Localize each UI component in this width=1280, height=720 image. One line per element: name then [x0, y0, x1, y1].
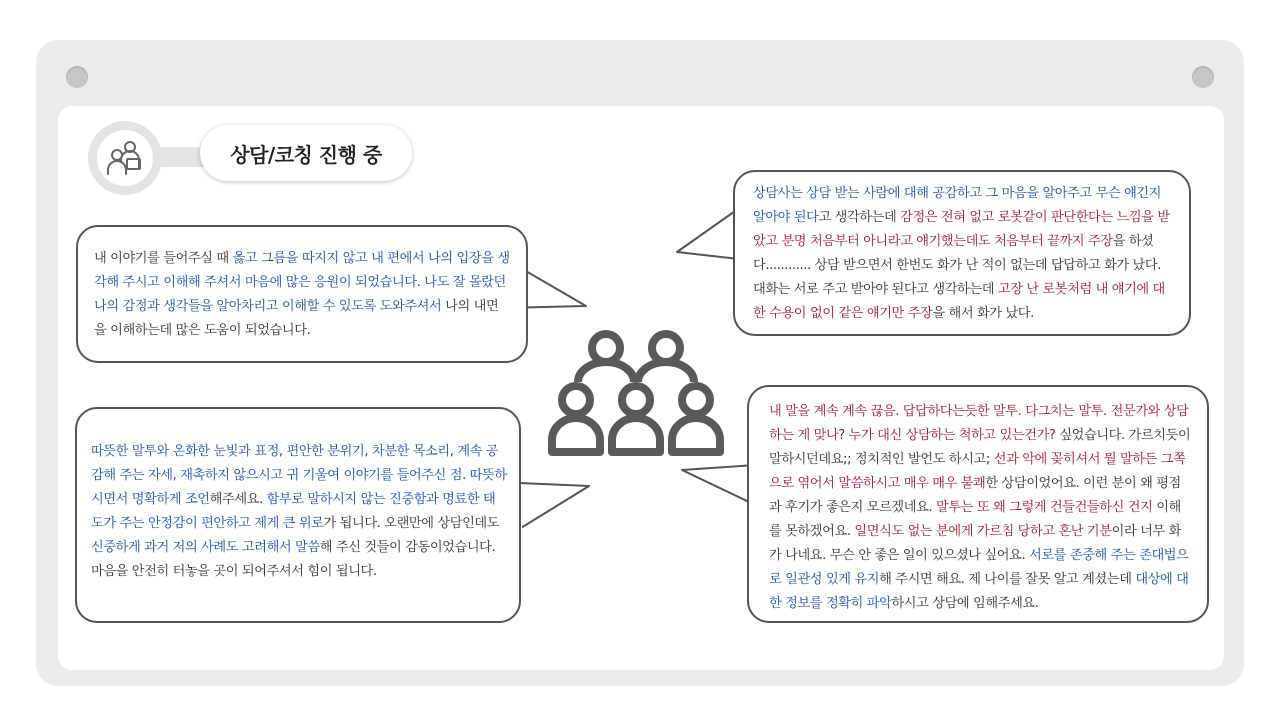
highlight-text-blue: 신중하게 과거 저의 사례도 고려해서 말씀 [91, 540, 320, 555]
frame-dot-right [1192, 66, 1214, 88]
highlight-text-blue: 옳고 그름을 따지지 않고 내 편에서 나의 입장을 생각해 주시고 이해해 주셔서 마음에 많은 응원이 되었습니다. 나도 잘 몰랐던 나의 감정과 생각들을 알아차리고 이해할 수 있도록 도와주셔서 [94, 251, 510, 314]
body-text: 싶었습니다. 가르치듯이 말하시던데요;; 정치적인 발언도 하시고; [769, 428, 1191, 467]
feedback-bubble-top-left [76, 225, 528, 363]
highlight-text-red: 내 말을 계속 계속 끊음. 답답하다는듯한 말투. 다그치는 말투. 전문가와 상담하는 게 맞나? 누가 대신 상담하는 척하고 있는건가? [769, 404, 1189, 443]
highlight-text-red: 말투는 또 왜 그렇게 건들건들하신 건지 [936, 500, 1153, 515]
body-text: 해주세요. [209, 492, 267, 507]
body-text: 해 주시면 해요. 제 나이를 잘못 알고 계셨는데 [879, 572, 1136, 587]
feedback-bubble-bottom-right [747, 385, 1209, 623]
body-text: 가 됩니다. 오랜만에 상담인데도 [323, 516, 500, 531]
body-text: 고 생각하는데 [818, 210, 901, 225]
header-icon-circle [88, 121, 162, 195]
body-text: 해 주신 것들이 감동이었습니다. 마음을 안전히 터놓을 곳이 되어주셔서 힘이 됩니다. [91, 540, 496, 579]
body-text: 을 하셨다............ 상담 받으면서 한번도 화가 난 적이 없는데 답답하고 화가 났다. 대화는 서로 주고 받아야 된다고 생각하는데 [753, 234, 1162, 297]
frame-dot-left [66, 66, 88, 88]
body-text: 나의 내면을 이해하는데 많은 도움이 되었습니다. [94, 299, 499, 338]
body-text: 을 해서 화가 났다. [932, 306, 1034, 321]
highlight-text-red: 선과 악에 꽂히셔서 뭘 말하든 그쪽으로 엮어서 말씀하시고 매우 매우 불쾌 [769, 452, 1186, 491]
highlight-text-blue: 함부로 말하시지 않는 진중함과 명료한 태도가 주는 안정감이 편안하고 제게 큰 위로 [91, 492, 496, 531]
highlight-text-red: 고장 난 로봇처럼 내 얘기에 대한 수용이 없이 같은 얘기만 주장 [753, 282, 1165, 321]
group-of-people-icon [548, 328, 724, 456]
body-text: 내 이야기를 들어주실 때 [94, 251, 233, 266]
body-text: 이해를 못하겠어요. [769, 500, 1181, 539]
highlight-text-blue: 대상에 대한 정보를 정확히 파악 [769, 572, 1189, 611]
highlight-text-blue: 따뜻한 말투와 온화한 눈빛과 표정, 편안한 분위기, 차분한 목소리, 계속 공감해 주는 자세, 재촉하지 않으시고 귀 기울여 이야기를 들어주신 점. 따뜻하시면서 명확하게 조언 [91, 444, 507, 507]
page-title: 상담/코칭 진행 중 [200, 125, 412, 181]
counseling-people-icon [105, 138, 145, 178]
feedback-bubble-top-right [733, 170, 1191, 336]
highlight-text-blue: 상담사는 상담 받는 사람에 대해 공감하고 그 마음을 알아주고 무슨 얘긴지 알아야 된다 [753, 186, 1162, 225]
body-text: 한 상담이었어요. 이런 분이 왜 평점과 후기가 좋은지 모르겠네요. [769, 476, 1181, 515]
feedback-bubble-bottom-left [75, 407, 521, 623]
highlight-text-red: 감정은 전혀 없고 로봇같이 판단한다는 느낌을 받았고 분명 처음부터 아니라고 얘기했는데도 처음부터 끝까지 주장 [753, 210, 1170, 249]
highlight-text-blue: 서로를 존중해 주는 존대법으로 일관성 있게 유지 [769, 548, 1189, 587]
body-text: 하시고 상담에 임해주세요. [891, 596, 1039, 611]
highlight-text-red: 일면식도 없는 분에게 가르침 당하고 혼난 기분 [854, 524, 1112, 539]
body-text: 이라 너무 화가 나네요. 무슨 안 좋은 일이 있으셨나 싶어요. [769, 524, 1181, 563]
